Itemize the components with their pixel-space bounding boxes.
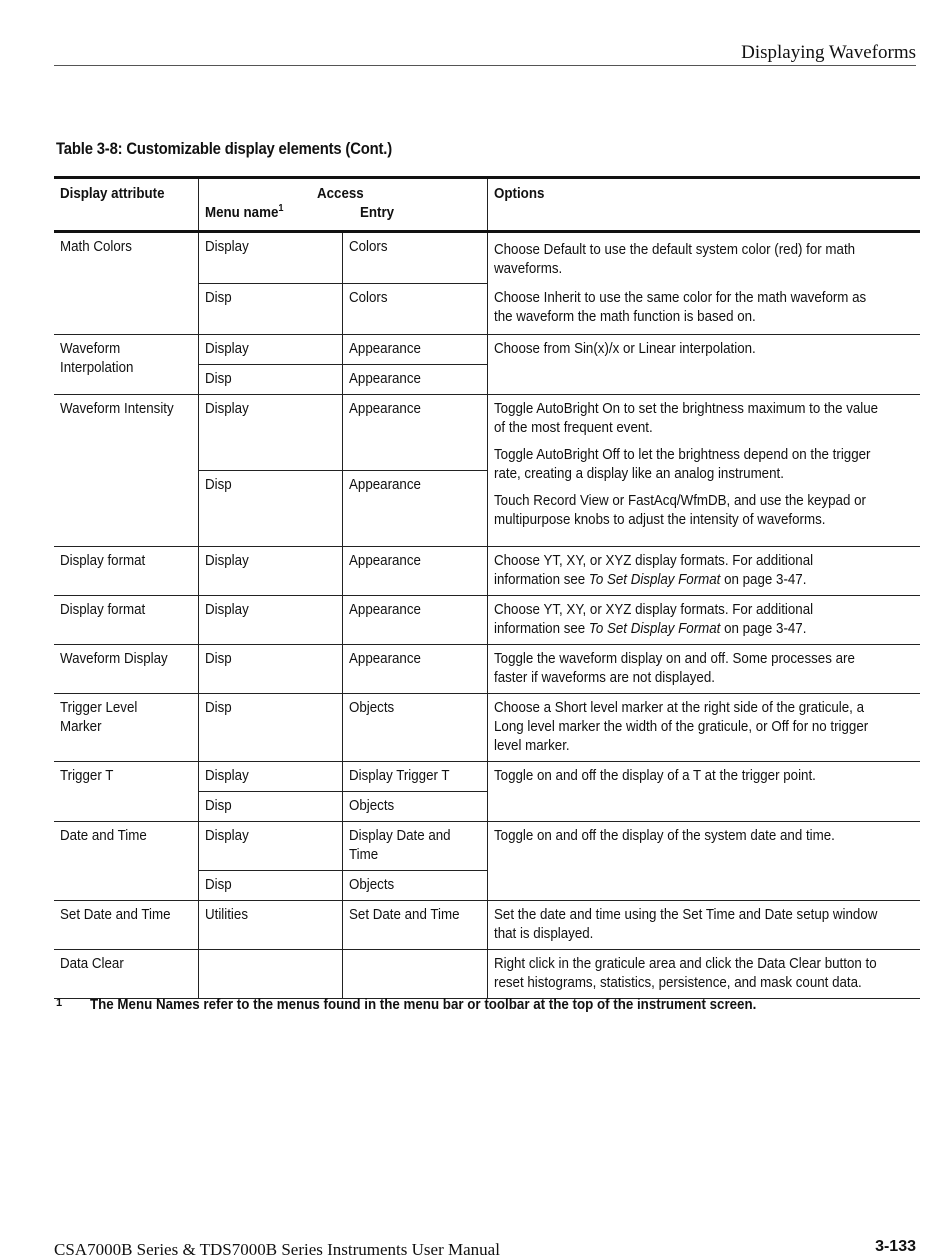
menu-cell: Display (198, 395, 342, 471)
menu-cell: Disp (198, 365, 342, 395)
attribute-cell: Date and Time (54, 822, 198, 901)
table-row (54, 335, 920, 365)
table-row (54, 547, 920, 596)
table-title: Table 3-8: Customizable display elements (Cont.) (56, 140, 393, 158)
menu-cell: Disp (198, 871, 342, 901)
page-reference: To Set Display Format (588, 572, 720, 588)
entry-cell: Appearance (342, 395, 487, 471)
menu-cell: Disp (198, 471, 342, 547)
table-row (54, 901, 920, 950)
menu-cell: Display (198, 822, 342, 871)
entry-cell (342, 950, 487, 999)
display-elements-table (54, 176, 920, 999)
entry-cell: Appearance (342, 471, 487, 547)
menu-cell: Disp (198, 645, 342, 694)
table-row (54, 694, 920, 762)
entry-cell: Appearance (342, 645, 487, 694)
footnote-mark: 1 (56, 997, 63, 1009)
entry-cell: Display Date and Time (342, 822, 487, 871)
header-menu-name: Menu name$^1$ (204, 203, 284, 221)
footnote (56, 997, 916, 1013)
attribute-cell: Waveform Interpolation (54, 335, 198, 395)
menu-cell: Display (198, 335, 342, 365)
header-options: Options (487, 178, 920, 232)
table-row (54, 645, 920, 694)
entry-cell: Colors (342, 284, 487, 335)
attribute-cell: Math Colors (54, 232, 198, 335)
footnote-ref: 1 (277, 203, 284, 215)
menu-cell: Display (198, 762, 342, 792)
running-title: Displaying Waveforms (741, 42, 916, 63)
header-access-label: Access (317, 186, 364, 202)
entry-cell: Appearance (342, 365, 487, 395)
attribute-cell: Waveform Display (54, 645, 198, 694)
entry-cell: Display Trigger T (342, 762, 487, 792)
entry-cell: Colors (342, 232, 487, 284)
table-row (54, 232, 920, 284)
options-cell: Right click in the graticule area and click the Data Clear button to reset histograms, statistics, persistence, and mask count data. (487, 950, 920, 999)
entry-cell: Appearance (342, 547, 487, 596)
header-display-attribute: Display attribute (54, 178, 198, 232)
running-header (54, 43, 916, 66)
attribute-cell: Display format (54, 547, 198, 596)
options-cell: Set the date and time using the Set Time and Date setup window that is displayed. (487, 901, 920, 950)
table-row (54, 395, 920, 471)
options-cell: Choose YT, XY, or XYZ display formats. For additional information see To Set Display Format on page 3-47. (487, 596, 920, 645)
table-row (54, 950, 920, 999)
entry-cell: Appearance (342, 335, 487, 365)
options-cell: Choose a Short level marker at the right side of the graticule, a Long level marker the width of the graticule, or Off for no trigger level marker. (487, 694, 920, 762)
menu-cell (198, 950, 342, 999)
table-row (54, 762, 920, 792)
menu-cell: Display (198, 596, 342, 645)
page-number: 3-133 (875, 1238, 916, 1255)
entry-cell: Appearance (342, 596, 487, 645)
menu-cell: Disp (198, 284, 342, 335)
options-cell: Toggle on and off the display of the system date and time. (487, 822, 920, 901)
attribute-cell: Waveform Intensity (54, 395, 198, 547)
header-entry: Entry (359, 205, 394, 221)
attribute-cell: Set Date and Time (54, 901, 198, 950)
attribute-cell: Display format (54, 596, 198, 645)
options-cell: Toggle on and off the display of a T at the trigger point. (487, 762, 920, 822)
attribute-cell: Trigger T (54, 762, 198, 822)
menu-cell: Disp (198, 792, 342, 822)
header-access (198, 178, 487, 232)
entry-cell: Objects (342, 694, 487, 762)
options-cell: Choose Default to use the default system color (red) for math waveforms. Choose Inherit to use the same color for the math waveform as the waveform the math function is based on. (487, 232, 920, 335)
options-cell: Toggle AutoBright On to set the brightness maximum to the value of the most frequent event. Toggle AutoBright Off to let the brightness depend on the trigger rate, creating a display like an analog instrument. Touch Record View or FastAcq/WfmDB, and use the keypad or multipurpose knobs to adjust the intensity of waveforms. (487, 395, 920, 547)
entry-cell: Set Date and Time (342, 901, 487, 950)
menu-cell: Utilities (198, 901, 342, 950)
entry-cell: Objects (342, 792, 487, 822)
page-reference: To Set Display Format (588, 621, 720, 637)
manual-title: CSA7000B Series & TDS7000B Series Instruments User Manual (54, 1240, 500, 1259)
entry-cell: Objects (342, 871, 487, 901)
footnote-text: The Menu Names refer to the menus found in the menu bar or toolbar at the top of the instrument screen. (90, 997, 757, 1013)
options-cell: Choose YT, XY, or XYZ display formats. For additional information see To Set Display Format on page 3-47. (487, 547, 920, 596)
attribute-cell: Trigger Level Marker (54, 694, 198, 762)
attribute-cell: Data Clear (54, 950, 198, 999)
table-header-row (54, 178, 920, 232)
table-row (54, 822, 920, 871)
options-cell: Toggle the waveform display on and off. Some processes are faster if waveforms are not displayed. (487, 645, 920, 694)
menu-cell: Display (198, 547, 342, 596)
menu-cell: Disp (198, 694, 342, 762)
menu-cell: Display (198, 232, 342, 284)
options-cell: Choose from Sin(x)/x or Linear interpolation. (487, 335, 920, 395)
table-row (54, 596, 920, 645)
